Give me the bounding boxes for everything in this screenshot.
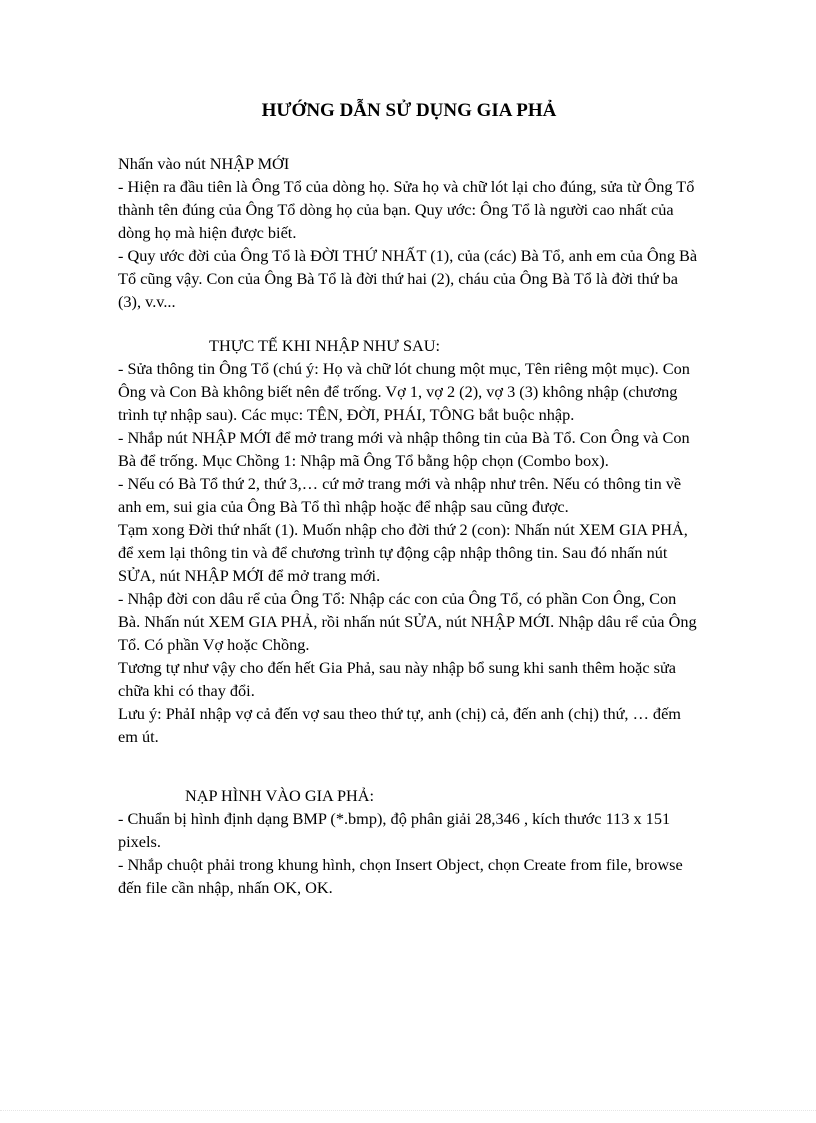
intro-section [118,152,698,313]
paragraph: - Sửa thông tin Ông Tổ (chú ý: Họ và chữ lót chung một mục, Tên riêng một mục). Con Ông và Con Bà không biết nên để trống. Vợ 1, vợ 2 (2), vợ 3 (3) không nhập (chương trình tự nhập sau). Các mục: TÊN, ĐỜI, PHÁI, TÔNG bắt buộc nhập. [118,359,690,424]
paragraph: Tương tự như vậy cho đến hết Gia Phả, sau này nhập bổ sung khi sanh thêm hoặc sửa chữa khi có thay đổi. [118,658,677,700]
paragraph: - Chuẩn bị hình định dạng BMP (*.bmp), độ phân giải 28,346 , kích thước 113 x 151 pixels. [118,809,671,851]
paragraph: - Nhắp chuột phải trong khung hình, chọn Insert Object, chọn Create from file, browse đến file cần nhập, nhấn OK, OK. [118,855,683,897]
data-entry-section [118,357,698,748]
paragraph: Lưu ý: PhảI nhập vợ cả đến vợ sau theo thứ tự, anh (chị) cả, đến anh (chị) thứ, … đếm em út. [118,704,681,746]
paragraph: Tạm xong Đời thứ nhất (1). Muốn nhập cho đời thứ 2 (con): Nhấn nút XEM GIA PHẢ, để xem lại thông tin và để chương trình tự động cập nhập thông tin. Sau đó nhấn nút SỬA, nút NHẬP MỚI để mở trang mới. [118,520,688,585]
paragraph: - Nhập đời con dâu rể của Ông Tổ: Nhập các con của Ông Tổ, có phần Con Ông, Con Bà. Nhấn nút XEM GIA PHẢ, rồi nhấn nút SỬA, nút NHẬP MỚI. Nhập dâu rể của Ông Tổ. Có phần Vợ hoặc Chồng. [118,589,697,654]
intro-paragraph: - Quy ước đời của Ông Tổ là ĐỜI THỨ NHẤT (1), của (các) Bà Tổ, anh em của Ông Bà Tổ cũng vậy. Con của Ông Bà Tổ là đời thứ hai (2), cháu của Ông Bà Tổ là đời thứ ba (3), v.v... [118,246,698,311]
section-heading-data-entry: THỰC TẾ KHI NHẬP NHƯ SAU: [209,336,441,355]
paragraph: - Nếu có Bà Tổ thứ 2, thứ 3,… cứ mở trang mới và nhập như trên. Nếu có thông tin về anh em, sui gia của Ông Bà Tổ thì nhập hoặc để nhập sau cũng được. [118,474,682,516]
document-page [118,100,698,899]
intro-paragraph: - Hiện ra đầu tiên là Ông Tổ của dòng họ. Sửa họ và chữ lót lại cho đúng, sửa từ Ông Tổ thành tên đúng của Ông Tổ dòng họ của bạn. Quy ước: Ông Tổ là người cao nhất của dòng họ mà hiện được biết. [118,177,695,242]
intro-line: Nhấn vào nút NHẬP MỚI [118,154,290,173]
document-title: HƯỚNG DẪN SỬ DỤNG GIA PHẢ [261,100,557,121]
photos-section [118,807,698,899]
section-heading-photos: NẠP HÌNH VÀO GIA PHẢ: [185,786,375,805]
paragraph: - Nhắp nút NHẬP MỚI để mở trang mới và nhập thông tin của Bà Tổ. Con Ông và Con Bà để trống. Mục Chồng 1: Nhập mã Ông Tổ bằng hộp chọn (Combo box). [118,428,690,470]
page-bottom-border [0,1110,816,1111]
